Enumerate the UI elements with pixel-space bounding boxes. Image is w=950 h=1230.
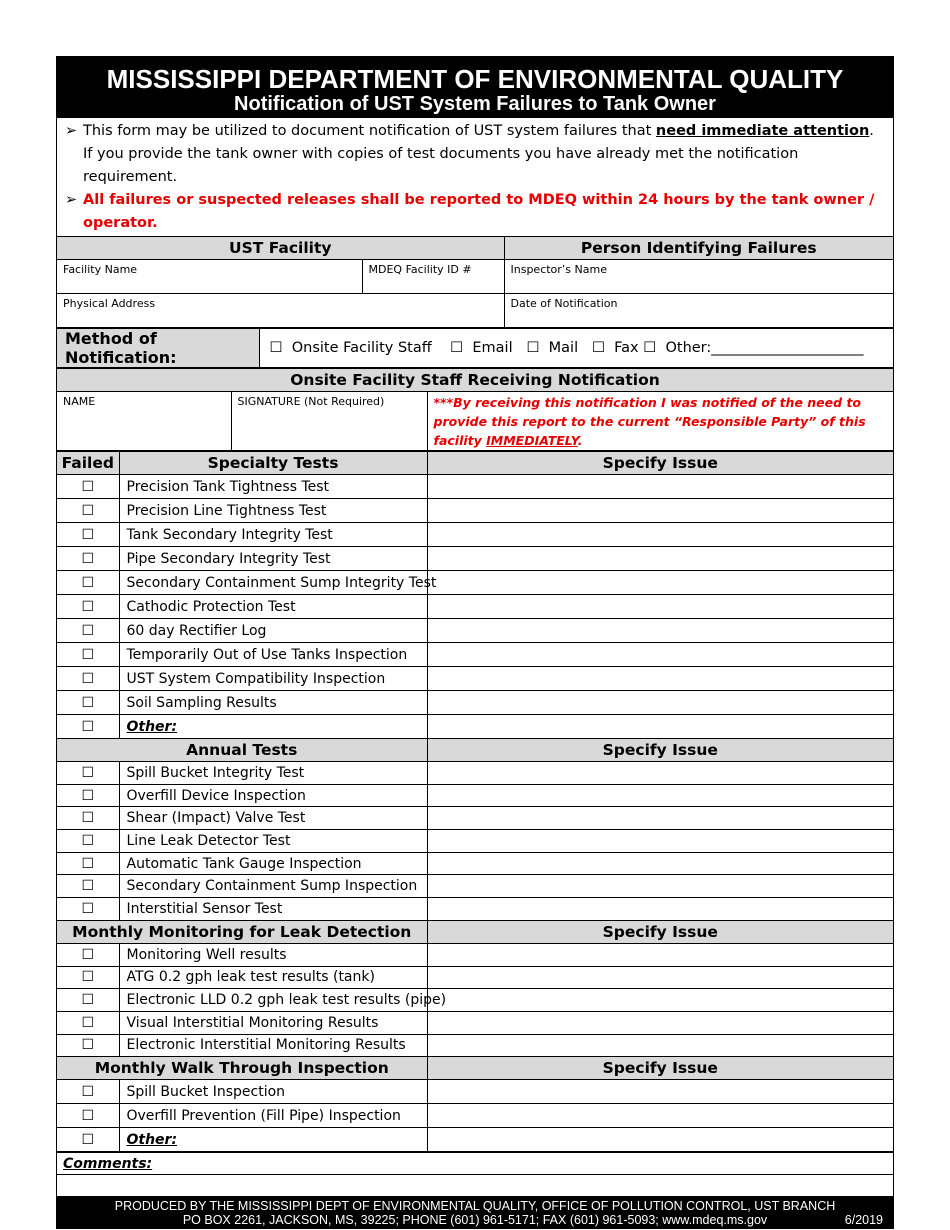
instruction-1-rest: . If you provide the tank owner with copies of test documents you have already met the notification requirement.	[83, 123, 874, 185]
facility-name-field[interactable]	[57, 260, 362, 294]
specify-issue-field[interactable]	[427, 1080, 893, 1104]
test-label: Pipe Secondary Integrity Test	[126, 550, 331, 567]
fax-checkbox[interactable]: ☐	[591, 340, 605, 356]
form-header	[56, 56, 894, 118]
test-row	[57, 499, 893, 523]
test-name	[119, 784, 427, 807]
method-label: Method of Notification:	[57, 329, 259, 368]
test-label: Electronic Interstitial Monitoring Results	[126, 1037, 406, 1054]
test-row	[57, 830, 893, 853]
test-row	[57, 807, 893, 830]
test-row	[57, 1080, 893, 1104]
arrow-bullet-icon: ➢	[65, 123, 78, 139]
date-of-notification-label: Date of Notification	[510, 297, 618, 310]
test-name	[119, 807, 427, 830]
test-label: Shear (Impact) Valve Test	[126, 810, 306, 827]
footer	[57, 1197, 893, 1228]
responsible-party-notice	[427, 392, 893, 451]
notice-emphasis: IMMEDIATELY	[486, 433, 578, 448]
failed-checkbox[interactable]: ☐	[57, 595, 119, 619]
test-name	[119, 523, 427, 547]
specify-issue-field[interactable]	[427, 807, 893, 830]
footer-line-2-wrap	[57, 1213, 893, 1227]
failed-column-heading: Failed	[57, 452, 119, 475]
test-name	[119, 1104, 427, 1128]
failed-checkbox[interactable]: ☐	[57, 762, 119, 785]
test-name	[119, 715, 427, 739]
specialty-tests-header	[57, 452, 893, 475]
inspector-name-label: Inspector’s Name	[510, 263, 607, 276]
mdeq-id-label: MDEQ Facility ID #	[368, 263, 472, 276]
specify-issue-field[interactable]	[427, 715, 893, 739]
staff-name-label: NAME	[63, 395, 96, 408]
test-name	[119, 762, 427, 785]
specialty-specify-issue-heading: Specify Issue	[427, 452, 893, 475]
test-name	[119, 875, 427, 898]
footer-line-2: PO BOX 2261, JACKSON, MS, 39225; PHONE (601) 961-5171; FAX (601) 961-5093; www.mdeq.ms.gov	[182, 1213, 768, 1228]
specify-issue-field[interactable]	[427, 784, 893, 807]
test-label: 60 day Rectifier Log	[126, 622, 267, 639]
instruction-2	[65, 189, 887, 235]
test-row	[57, 852, 893, 875]
inspector-name-field[interactable]	[504, 260, 893, 294]
fax-label: Fax	[614, 340, 639, 356]
monthly-heading: Monthly Monitoring for Leak Detection	[57, 920, 427, 943]
staff-signature-label: SIGNATURE (Not Required)	[237, 395, 385, 408]
monthly-specify-issue-heading: Specify Issue	[427, 920, 893, 943]
form	[56, 56, 894, 1229]
test-row	[57, 643, 893, 667]
onsite-staff-heading: Onsite Facility Staff Receiving Notification	[57, 369, 893, 392]
test-label: Secondary Containment Sump Integrity Test	[126, 574, 437, 591]
test-row	[57, 875, 893, 898]
failed-checkbox[interactable]: ☐	[57, 1128, 119, 1152]
test-label: Soil Sampling Results	[126, 694, 277, 711]
instruction-1	[65, 120, 887, 189]
test-label: ATG 0.2 gph leak test results (tank)	[126, 969, 375, 986]
test-label: Overfill Device Inspection	[126, 787, 306, 804]
specify-issue-field[interactable]	[427, 1034, 893, 1057]
tests-body	[57, 452, 893, 1152]
failed-checkbox[interactable]: ☐	[57, 667, 119, 691]
annual-specify-issue-heading: Specify Issue	[427, 739, 893, 762]
specialty-heading: Specialty Tests	[119, 452, 427, 475]
failed-checkbox[interactable]: ☐	[57, 784, 119, 807]
failed-checkbox[interactable]: ☐	[57, 499, 119, 523]
test-name	[119, 547, 427, 571]
test-name	[119, 691, 427, 715]
email-label: Email	[472, 340, 513, 356]
date-of-notification-field[interactable]	[504, 294, 893, 328]
failed-checkbox[interactable]: ☐	[57, 571, 119, 595]
failed-checkbox[interactable]: ☐	[57, 852, 119, 875]
email-checkbox[interactable]: ☐	[450, 340, 464, 356]
facility-table	[57, 236, 893, 328]
test-row	[57, 762, 893, 785]
test-label: UST System Compatibility Inspection	[126, 670, 386, 687]
test-name	[119, 667, 427, 691]
annual-tests-header	[57, 739, 893, 762]
failed-checkbox[interactable]: ☐	[57, 523, 119, 547]
other-checkbox[interactable]: ☐	[643, 340, 657, 356]
specify-issue-field[interactable]	[427, 475, 893, 499]
person-identifying-heading: Person Identifying Failures	[504, 237, 893, 260]
test-row	[57, 966, 893, 989]
failed-checkbox[interactable]: ☐	[57, 966, 119, 989]
test-name	[119, 475, 427, 499]
failed-checkbox[interactable]: ☐	[57, 1034, 119, 1057]
test-label: Line Leak Detector Test	[126, 832, 291, 849]
mdeq-id-field[interactable]	[362, 260, 504, 294]
test-row	[57, 1104, 893, 1128]
test-row	[57, 619, 893, 643]
onsite-staff-checkbox[interactable]: ☐	[269, 340, 283, 356]
test-label: Spill Bucket Inspection	[126, 1083, 286, 1100]
test-name	[119, 943, 427, 966]
test-row	[57, 1011, 893, 1034]
specify-issue-field[interactable]	[427, 875, 893, 898]
instruction-1-text: This form may be utilized to document notification of UST system failures that	[83, 123, 656, 139]
form-body	[56, 118, 894, 1229]
specify-issue-field[interactable]	[427, 499, 893, 523]
specify-issue-field[interactable]	[427, 989, 893, 1012]
specify-issue-field[interactable]	[427, 1128, 893, 1152]
test-row	[57, 784, 893, 807]
test-label: Interstitial Sensor Test	[126, 900, 283, 917]
test-row	[57, 715, 893, 739]
monthly-monitoring-header	[57, 920, 893, 943]
walk-heading: Monthly Walk Through Inspection	[57, 1057, 427, 1080]
comments-label: Comments:	[57, 1153, 893, 1175]
form-revision-date: 6/2019	[844, 1213, 883, 1228]
test-name	[119, 830, 427, 853]
specify-issue-field[interactable]	[427, 943, 893, 966]
physical-address-label: Physical Address	[63, 297, 156, 310]
instruction-2-text: All failures or suspected releases shall be reported to MDEQ within 24 hours by the tank owner / operator.	[83, 192, 875, 231]
failed-checkbox[interactable]: ☐	[57, 1080, 119, 1104]
test-label: Precision Line Tightness Test	[126, 502, 327, 519]
failed-checkbox[interactable]: ☐	[57, 715, 119, 739]
test-row	[57, 475, 893, 499]
test-row	[57, 523, 893, 547]
failed-checkbox[interactable]: ☐	[57, 898, 119, 921]
other-test-label: Other:	[126, 1131, 178, 1148]
failed-checkbox[interactable]: ☐	[57, 547, 119, 571]
test-label: Tank Secondary Integrity Test	[126, 526, 333, 543]
test-name	[119, 1011, 427, 1034]
staff-signature-field[interactable]	[231, 392, 427, 451]
comments-table	[57, 1152, 893, 1197]
onsite-staff-label: Onsite Facility Staff	[291, 340, 432, 356]
walk-through-header	[57, 1057, 893, 1080]
form-title: Notification of UST System Failures to Tank Owner	[234, 93, 716, 115]
specify-issue-field[interactable]	[427, 898, 893, 921]
staff-name-field[interactable]	[57, 392, 231, 451]
test-row	[57, 1128, 893, 1152]
test-name	[119, 1080, 427, 1104]
test-row	[57, 898, 893, 921]
specify-issue-field[interactable]	[427, 830, 893, 853]
test-name	[119, 571, 437, 595]
notice-end: .	[577, 433, 583, 448]
onsite-staff-table	[57, 368, 893, 451]
arrow-bullet-icon: ➢	[65, 192, 78, 208]
failed-checkbox[interactable]: ☐	[57, 619, 119, 643]
other-test-label: Other:	[126, 718, 178, 735]
test-label: Spill Bucket Integrity Test	[126, 764, 305, 781]
test-name	[119, 852, 427, 875]
test-name	[119, 1034, 427, 1057]
test-name	[119, 499, 427, 523]
test-row	[57, 547, 893, 571]
test-name	[119, 1128, 427, 1152]
failed-checkbox[interactable]: ☐	[57, 475, 119, 499]
test-name	[119, 643, 427, 667]
failed-checkbox[interactable]: ☐	[57, 989, 119, 1012]
test-row	[57, 1034, 893, 1057]
instruction-1-emphasis: need immediate attention	[655, 123, 870, 139]
test-label: Monitoring Well results	[126, 946, 287, 963]
failed-checkbox[interactable]: ☐	[57, 643, 119, 667]
test-name	[119, 966, 427, 989]
mail-checkbox[interactable]: ☐	[526, 340, 540, 356]
specify-issue-field[interactable]	[427, 547, 893, 571]
specify-issue-field[interactable]	[427, 691, 893, 715]
failed-checkbox[interactable]: ☐	[57, 691, 119, 715]
physical-address-field[interactable]	[57, 294, 504, 328]
specify-issue-field[interactable]	[427, 667, 893, 691]
other-label[interactable]: Other:_____________________	[665, 340, 864, 356]
specify-issue-field[interactable]	[427, 966, 893, 989]
test-row	[57, 691, 893, 715]
test-row	[57, 667, 893, 691]
test-label: Precision Tank Tightness Test	[126, 478, 330, 495]
test-row	[57, 989, 893, 1012]
method-options	[259, 329, 893, 368]
test-name	[119, 595, 427, 619]
specify-issue-field[interactable]	[427, 523, 893, 547]
failed-checkbox[interactable]: ☐	[57, 943, 119, 966]
specify-issue-field[interactable]	[427, 1011, 893, 1034]
test-label: Electronic LLD 0.2 gph leak test results (pipe)	[126, 992, 447, 1009]
test-label: Cathodic Protection Test	[126, 598, 296, 615]
specify-issue-field[interactable]	[427, 595, 893, 619]
test-label: Temporarily Out of Use Tanks Inspection	[126, 646, 408, 663]
test-label: Automatic Tank Gauge Inspection	[126, 855, 362, 872]
test-row	[57, 571, 893, 595]
test-row	[57, 943, 893, 966]
facility-name-label: Facility Name	[63, 263, 138, 276]
specify-issue-field[interactable]	[427, 643, 893, 667]
failed-checkbox[interactable]: ☐	[57, 875, 119, 898]
notice-text: ***By receiving this notification I was notified of the need to provide this report to the current “Responsible Party” of this facility	[433, 395, 866, 448]
failed-checkbox[interactable]: ☐	[57, 830, 119, 853]
ust-facility-heading: UST Facility	[57, 237, 504, 260]
test-row	[57, 595, 893, 619]
method-of-notification	[57, 328, 893, 368]
test-label: Visual Interstitial Monitoring Results	[126, 1014, 379, 1031]
test-name	[119, 989, 447, 1012]
test-label: Overfill Prevention (Fill Pipe) Inspection	[126, 1107, 401, 1124]
test-name	[119, 898, 427, 921]
footer-line-1: PRODUCED BY THE MISSISSIPPI DEPT OF ENVIRONMENTAL QUALITY, OFFICE OF POLLUTION CONTROL, UST BRANCH	[114, 1199, 836, 1214]
walk-specify-issue-heading: Specify Issue	[427, 1057, 893, 1080]
specify-issue-field[interactable]	[427, 852, 893, 875]
mail-label: Mail	[548, 340, 579, 356]
agency-title: MISSISSIPPI DEPARTMENT OF ENVIRONMENTAL QUALITY	[106, 64, 844, 94]
tests-table	[57, 451, 893, 1152]
annual-heading: Annual Tests	[57, 739, 427, 762]
failed-checkbox[interactable]: ☐	[57, 1011, 119, 1034]
instructions	[57, 118, 893, 235]
specify-issue-field[interactable]	[427, 619, 893, 643]
specify-issue-field[interactable]	[427, 762, 893, 785]
comments-field[interactable]	[57, 1175, 893, 1197]
test-label: Secondary Containment Sump Inspection	[126, 878, 418, 895]
test-name	[119, 619, 427, 643]
failed-checkbox[interactable]: ☐	[57, 1104, 119, 1128]
specify-issue-field[interactable]	[427, 571, 893, 595]
failed-checkbox[interactable]: ☐	[57, 807, 119, 830]
specify-issue-field[interactable]	[427, 1104, 893, 1128]
